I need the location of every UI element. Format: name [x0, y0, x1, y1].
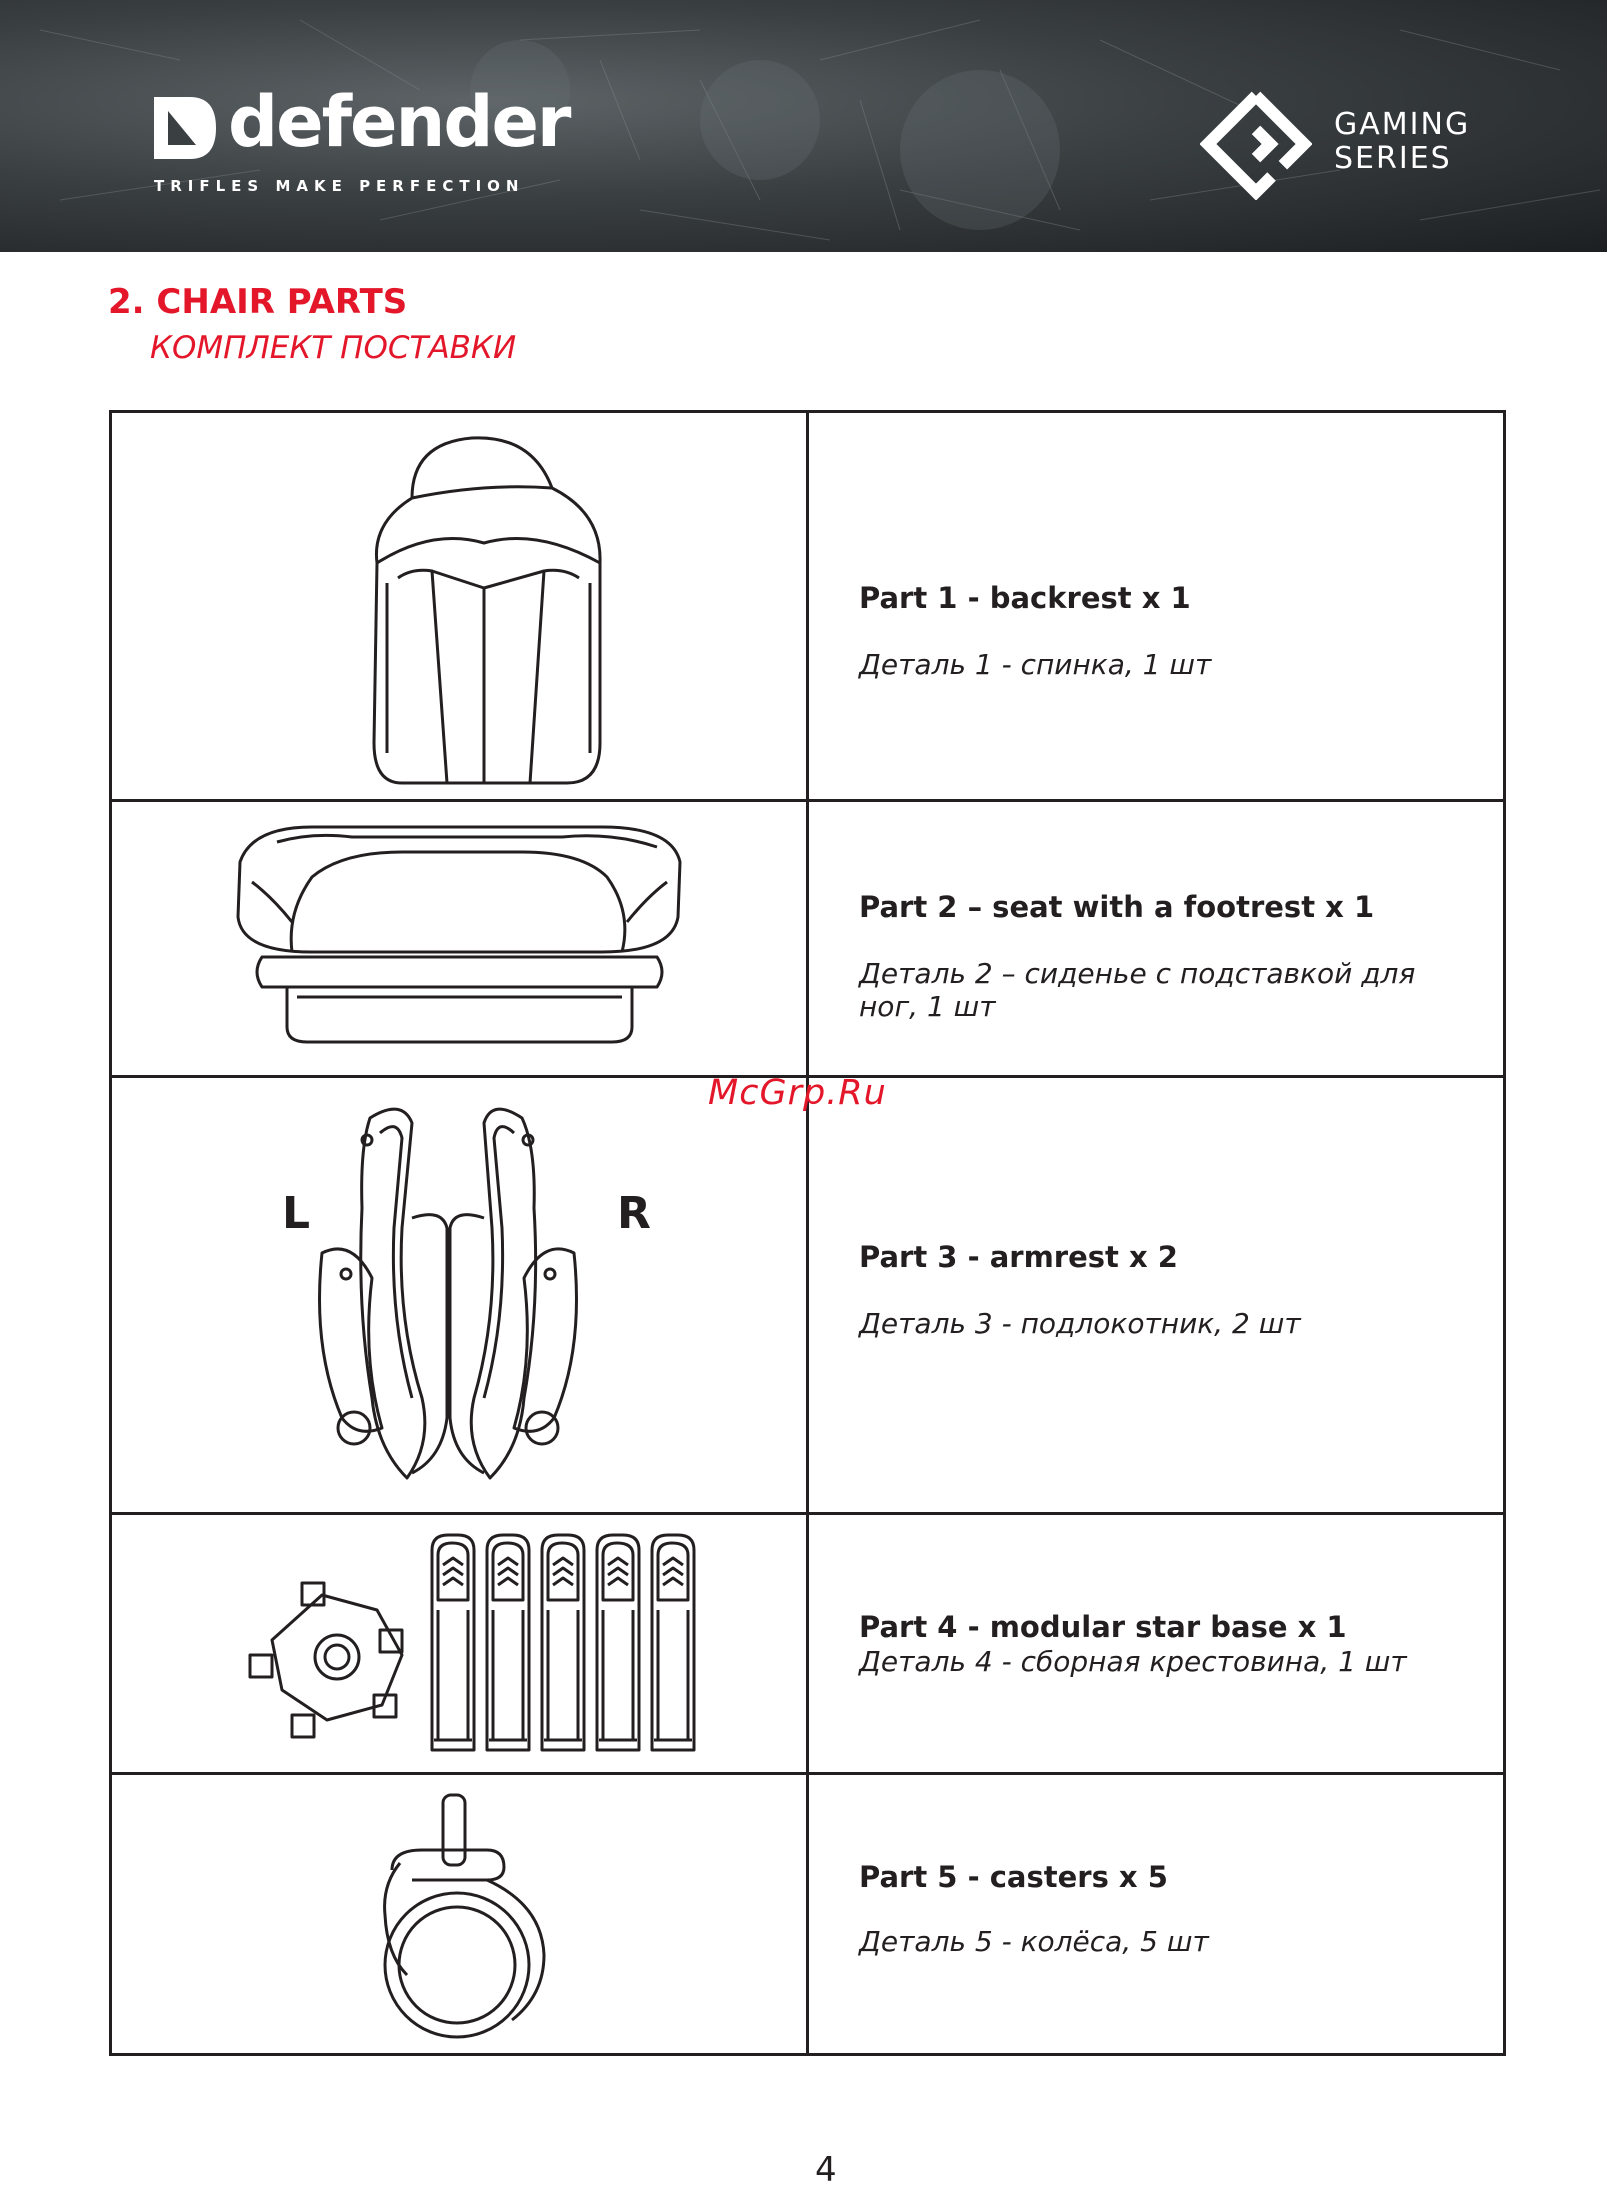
part-row-1	[112, 413, 1503, 802]
section-title: 2. CHAIR PARTS	[108, 282, 408, 322]
backrest-icon	[112, 413, 806, 799]
part-title-en: Part 4 - modular star base x 1	[859, 1610, 1347, 1644]
part-title-ru: Деталь 5 - колёса, 5 шт	[859, 1925, 1209, 1958]
series-line-1: GAMING	[1334, 107, 1471, 142]
part-row-3	[112, 1078, 1503, 1515]
part-image-cell	[112, 1515, 809, 1772]
armrest-label-left: L	[282, 1188, 311, 1239]
watermark: McGrp.Ru	[708, 1073, 887, 1113]
gaming-series-text	[1334, 108, 1470, 176]
part-title-en: Part 2 – seat with a footrest x 1	[859, 890, 1375, 924]
part-title-en: Part 5 - casters x 5	[859, 1860, 1168, 1894]
page-header	[0, 0, 1607, 252]
series-line-2: SERIES	[1334, 141, 1452, 176]
part-title-ru: Деталь 1 - спинка, 1 шт	[859, 648, 1212, 681]
part-image-cell	[112, 1078, 809, 1512]
part-row-2	[112, 802, 1503, 1078]
caster-icon	[112, 1775, 806, 2053]
star-base-icon	[112, 1515, 806, 1772]
part-title-en: Part 3 - armrest x 2	[859, 1240, 1178, 1274]
armrest-label-right: R	[617, 1188, 651, 1239]
page-number: 4	[815, 2150, 837, 2190]
part-image-cell	[112, 413, 809, 799]
part-title-ru: Деталь 4 - сборная крестовина, 1 шт	[859, 1645, 1407, 1678]
section-subtitle: КОМПЛЕКТ ПОСТАВКИ	[150, 330, 517, 366]
gaming-series-logo-icon	[1200, 88, 1312, 200]
part-image-cell	[112, 1775, 809, 2056]
part-title-en: Part 1 - backrest x 1	[859, 581, 1191, 615]
part-title-ru: Деталь 2 – сиденье с подставкой для ног, 1 шт	[859, 957, 1416, 1023]
defender-logo-mark-icon	[150, 95, 220, 161]
parts-table	[109, 410, 1506, 2056]
armrest-icon	[112, 1078, 806, 1512]
part-row-5	[112, 1775, 1503, 2056]
part-image-cell	[112, 802, 809, 1075]
part-title-ru: Деталь 3 - подлокотник, 2 шт	[859, 1307, 1301, 1340]
seat-icon	[112, 802, 806, 1075]
brand-name: defender	[228, 81, 570, 163]
brand-tagline: TRIFLES MAKE PERFECTION	[154, 177, 525, 195]
part-row-4	[112, 1515, 1503, 1775]
